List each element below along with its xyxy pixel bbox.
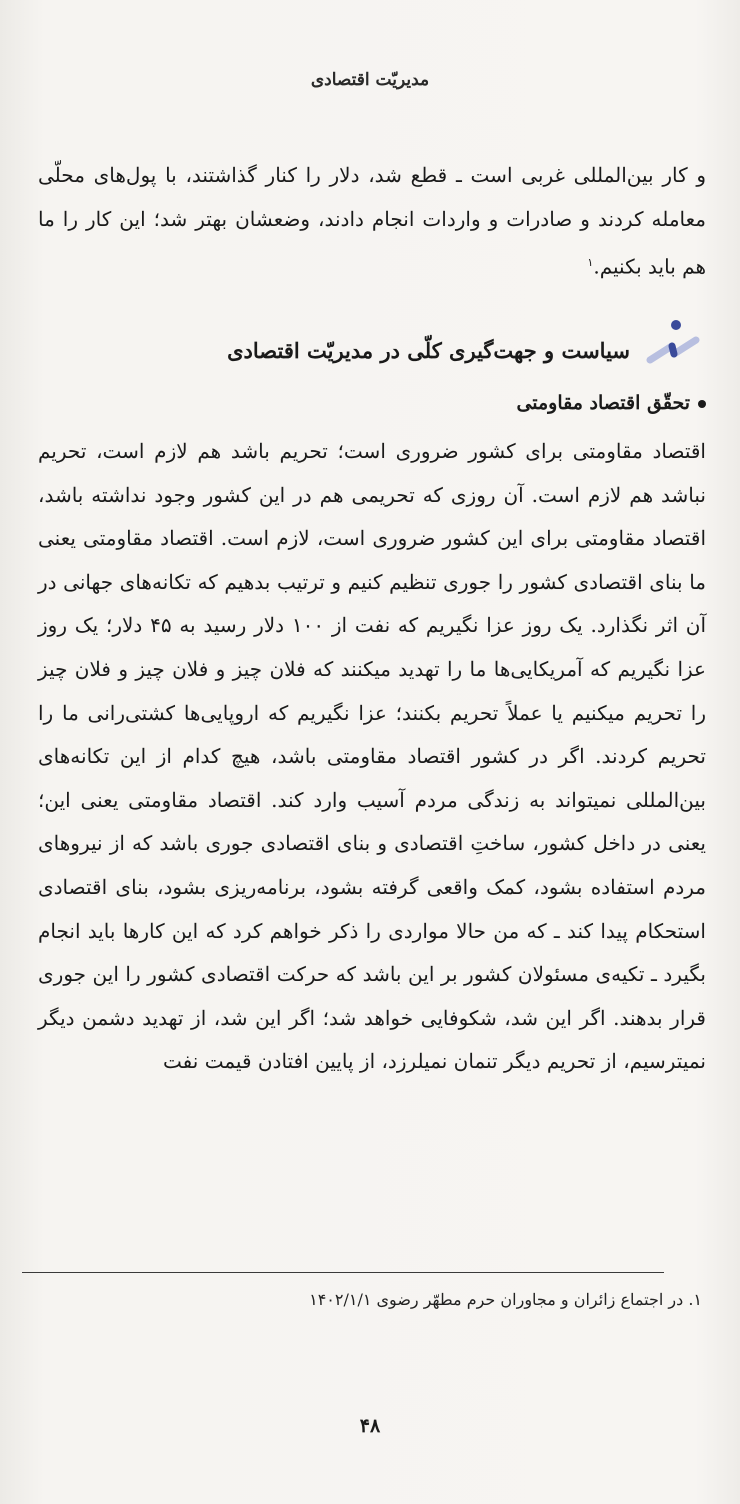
footnote-mark: ۱ [587, 256, 594, 270]
page-number: ۴۸ [359, 1415, 381, 1437]
body-text: اقتصاد مقاومتی برای کشور ضروری است؛ تحریم باشد هم لازم است، تحریم نباشد هم لازم است. آن روزی که تحریمی هم در این کشور وجود نداشته باشد، اقتصاد مقاومتی برای این کشور ضروری است، لازم است. اقتصاد مقاومتی یعنی ما بنای اقتصادی کشور را جوری تنظیم کنیم و ترتیب بدهیم که تکانه‌های جهانی در آن اثر نگذارد. یک روز عزا نگیریم که نفت از ۱۰۰ دلار رسید به ۴۵ دلار؛ یک روز عزا نگیریم که آمریکایی‌ها ما را تهدید میکنند که فلان چیز و فلان چیز و فلان چیز را تحریم میکنیم یا عملاً تحریم بکنند؛ عزا نگیریم که اروپایی‌ها کشتی‌رانی ما را تحریم کردند. اگر در کشور اقتصاد مقاومتی باشد، هیچ کدام از این تکانه‌های بین‌المللی نمیتواند به زندگی مردم آسیب وارد کند. اقتصاد مقاومتی یعنی این؛ یعنی در داخل کشور، ساختِ اقتصادی و بنای اقتصادی جوری باشد که از نیروهای مردم استفاده بشود، کمک واقعی گرفته بشود، برنامه‌ریزی بشود، بنای اقتصادی استحکام پیدا کند ـ که من حالا مواردی را ذکر خواهم کرد که این کارها باید انجام بگیرد ـ تکیه‌ی مسئولان کشور بر این باشد که حرکت اقتصادی کشور را این جوری قرار بدهند. اگر این شد، شکوفایی خواهد شد؛ اگر این شد، از تهدید دشمن دیگر نمیترسیم، از تحریم دیگر تنمان نمیلرزد، از پایین افتادن قیمت نفت [38, 439, 707, 1074]
intro-paragraph [38, 154, 706, 289]
section-heading: سیاست و جهت‌گیری کلّی در مدیریّت اقتصادی [227, 338, 630, 363]
footnote: ۱. در اجتماع زائران و مجاوران حرم مطهّر رضوی ۱۴۰۲/۱/۱ [309, 1290, 702, 1309]
section-marker-icon [646, 316, 704, 372]
footnote-divider [22, 1272, 664, 1273]
running-head: مدیریّت اقتصادی [310, 70, 430, 90]
subheading [66, 392, 706, 414]
intro-text: و کار بین‌المللی غربی است ـ قطع شد، دلار را کنار گذاشتند، با پول‌های محلّی معامله کردند و صادرات و واردات انجام دادند، وضعشان بهتر شد؛ این کار را ما هم باید بکنیم. [38, 163, 706, 279]
body-paragraph [38, 430, 706, 1084]
bullet-icon [698, 400, 706, 408]
subheading-text: تحقّق اقتصاد مقاومتی [516, 392, 690, 414]
